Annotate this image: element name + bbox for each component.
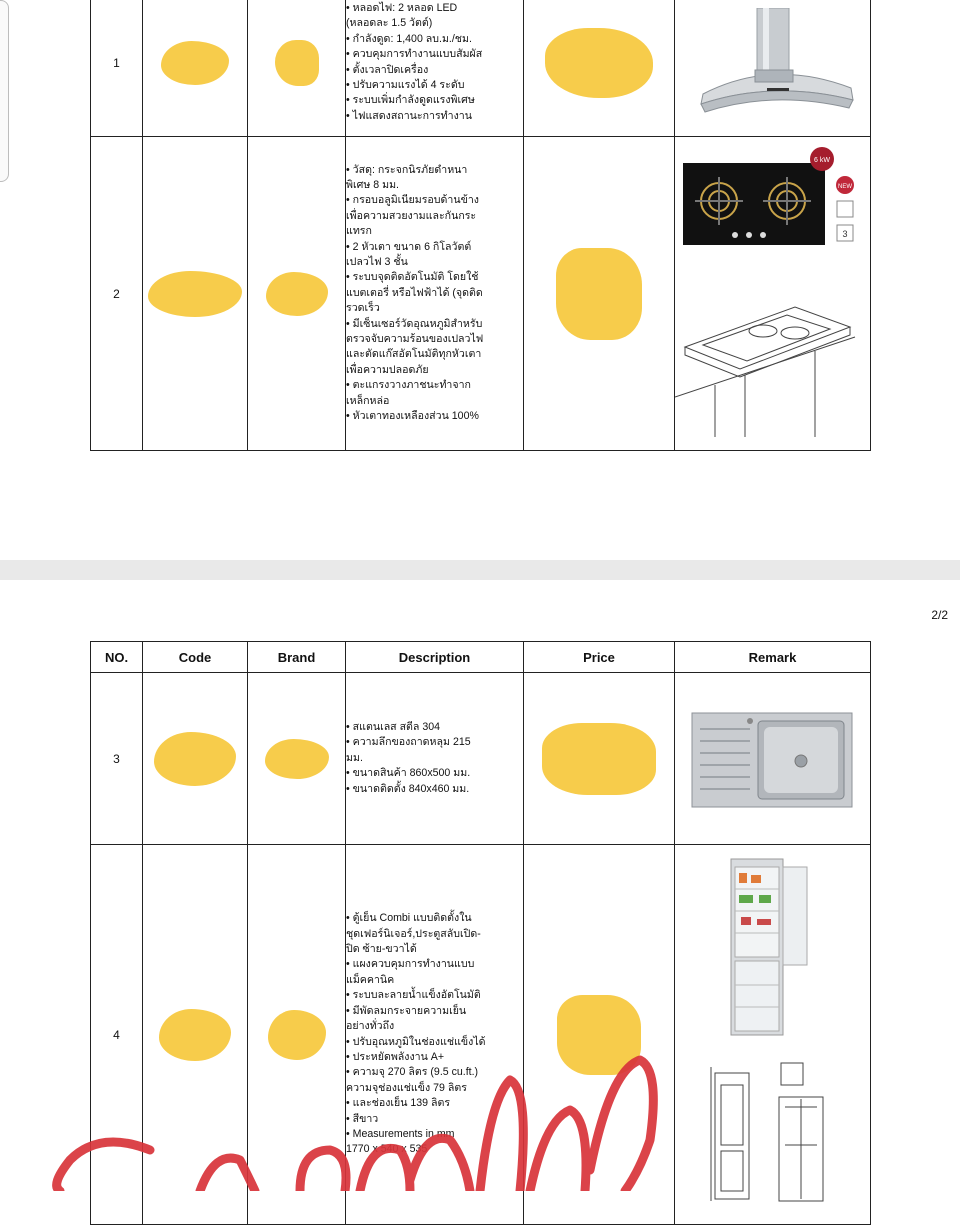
code-cell [143,673,248,845]
description-line: • และช่องเย็น 139 ลิตร [346,1097,451,1110]
header-no: NO. [91,642,143,673]
remark-cell [675,0,871,137]
side-scroll-tab[interactable] [0,0,9,182]
redaction-mark [159,1009,231,1061]
description-line: • หัวเตาทองเหลืองส่วน 100% [346,410,479,423]
brand-cell [248,673,346,845]
redaction-mark [268,1010,326,1060]
description-line: ความจุช่องแช่แข็ง 79 ลิตร [346,1081,467,1094]
redaction-mark [542,723,656,795]
document-page-1 [0,0,960,560]
description-line: เพื่อความสวยงามและกันกระ [346,209,477,222]
table-row [91,137,871,451]
description-cell [346,137,524,451]
range-hood-image [675,8,870,118]
remark-cell [675,673,871,845]
description-line: • ตู้เย็น Combi แบบติดตั้งใน [346,912,472,925]
table-row [91,845,871,1225]
redaction-mark [545,28,653,98]
description-line: พิเศษ 8 มม. [346,178,399,191]
description-line: • แผงควบคุมการทำงานแบบ [346,958,475,971]
header-description: Description [346,642,524,673]
installation-diagram [675,307,855,437]
description-line: • สีขาว [346,1112,379,1125]
header-price: Price [524,642,675,673]
description-line: เหล็กหล่อ [346,394,390,407]
description-line: • วัสดุ: กระจกนิรภัยดำหนา [346,163,468,176]
remark-cell [675,845,871,1225]
description-line: เพื่อความปลอดภัย [346,363,429,376]
header-remark: Remark [675,642,871,673]
description-line: • ตะแกรงวางภาชนะทำจาก [346,379,471,392]
redaction-mark [148,271,242,317]
description-line: อย่างทั่วถึง [346,1020,395,1033]
redaction-mark [265,739,329,779]
description-line: • ไฟแสดงสถานะการทำงาน [346,109,472,122]
power-badge: 6 kW [814,157,830,164]
description-line: • ปรับความแรงได้ 4 ระดับ [346,78,465,91]
description-line: • ขนาดติดตั้ง 840x460 มม. [346,782,470,795]
table-row [91,0,871,137]
description-line: • มีเซ็นเซอร์วัดอุณหภูมิสำหรับ [346,317,483,330]
brand-cell [248,137,346,451]
brand-cell [248,845,346,1225]
table-row [91,673,871,845]
description-line: • ประหยัดพลังงาน A+ [346,1050,445,1063]
header-brand: Brand [248,642,346,673]
page-separator [0,560,960,580]
description-line: ปิด ซ้าย-ขวาได้ [346,943,417,956]
description-line: • Measurements in mm [346,1127,455,1140]
table-header-row [91,642,871,673]
fridge-installation-diagram [711,1063,823,1201]
row-number: 3 [91,673,143,845]
description-line: แทรก [346,225,372,238]
description-line: (หลอดละ 1.5 วัตต์) [346,17,433,30]
description-line: 1770 x 540 x 535 [346,1143,428,1156]
description-cell [346,673,524,845]
description-line: มม. [346,751,363,764]
description-line: • มีพัดลมกระจายความเย็น [346,1004,467,1017]
description-line: แม็คคานิค [346,973,395,986]
redaction-mark [161,41,229,85]
redaction-mark [556,248,642,340]
price-cell [524,845,675,1225]
new-badge: NEW [838,184,852,190]
sink-image [675,709,870,809]
product-table-page-1 [90,0,871,451]
description-line: • ระบบเพิ่มกำลังดูดแรงพิเศษ [346,94,475,107]
description-line: • ความลึกของถาดหลุม 215 [346,736,471,749]
header-code: Code [143,642,248,673]
redaction-mark [154,732,236,786]
description-line: • ระบบจุดติดอัตโนมัติ โดยใช้ [346,271,479,284]
description-line: • ระบบละลายน้ำแข็งอัตโนมัติ [346,989,481,1002]
price-cell [524,137,675,451]
description-line: ชุดเฟอร์นิเจอร์,ประตูสลับเปิด- [346,927,481,940]
description-line: • ตั้งเวลาปิดเครื่อง [346,63,429,76]
code-cell [143,137,248,451]
price-cell [524,673,675,845]
redaction-mark [266,272,328,316]
description-line: เปลวไฟ 3 ชั้น [346,255,408,268]
description-line: รวดเร็ว [346,302,380,315]
redaction-mark [275,40,319,86]
description-line: • สแตนเลส สตีล 304 [346,720,441,733]
price-cell [524,0,675,137]
description-line: • 2 หัวเตา ขนาด 6 กิโลวัตต์ [346,240,472,253]
description-line: • ควบคุมการทำงานแบบสัมผัส [346,48,483,61]
document-page-2 [0,580,960,1191]
refrigerator-image [675,845,865,1205]
row-number: 4 [91,845,143,1225]
description-cell [346,0,524,137]
description-line: • กำลังดูด: 1,400 ลบ.ม./ชม. [346,32,472,45]
burner-count-badge: 3 [842,229,848,239]
description-line: • ปรับอุณหภูมิในช่องแช่แข็งได้ [346,1035,486,1048]
row-number: 2 [91,137,143,451]
description-line: • หลอดไฟ: 2 หลอด LED [346,1,458,14]
description-cell [346,845,524,1225]
description-line: แบตเตอรี่ หรือไฟฟ้าได้ (จุดติด [346,286,483,299]
description-line: • ความจุ 270 ลิตร (9.5 cu.ft.) [346,1066,479,1079]
remark-cell [675,137,871,451]
gas-hob-image [675,137,865,437]
description-line: • ขนาดสินค้า 860x500 มม. [346,767,471,780]
code-cell [143,0,248,137]
page-number: 2/2 [931,608,948,622]
description-line: และตัดแก๊สอัตโนมัติทุกหัวเตา [346,348,482,361]
product-table-page-2 [90,641,871,1225]
code-cell [143,845,248,1225]
description-line: ตรวจจับความร้อนของเปลวไฟ [346,333,484,346]
redaction-mark [557,995,641,1075]
row-number: 1 [91,0,143,137]
brand-cell [248,0,346,137]
description-line: • กรอบอลูมิเนียมรอบด้านข้าง [346,194,479,207]
